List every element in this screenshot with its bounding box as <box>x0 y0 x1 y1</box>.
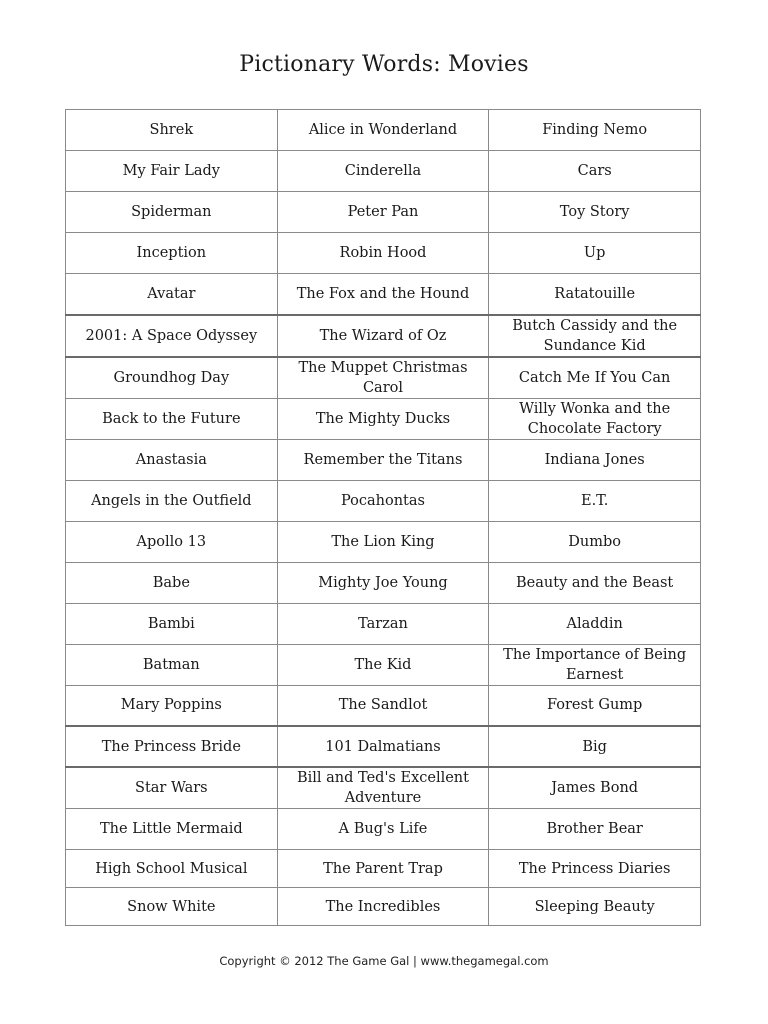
table-cell: Ratatouille <box>489 274 701 315</box>
table-row <box>66 644 701 685</box>
table-cell: Bambi <box>66 603 278 644</box>
table-row <box>66 439 701 480</box>
table-cell: The Lion King <box>277 521 489 562</box>
table-row <box>66 151 701 192</box>
table-row <box>66 850 701 888</box>
table-cell: Cinderella <box>277 151 489 192</box>
table-cell: The Fox and the Hound <box>277 274 489 315</box>
table-row <box>66 562 701 603</box>
table-cell: The Parent Trap <box>277 850 489 888</box>
table-cell: Mighty Joe Young <box>277 562 489 603</box>
table-cell: The Little Mermaid <box>66 809 278 850</box>
table-cell: Bill and Ted's Excellent Adventure <box>277 767 489 809</box>
table-cell: Alice in Wonderland <box>277 110 489 151</box>
page-title: Pictionary Words: Movies <box>239 52 529 77</box>
table-row <box>66 888 701 926</box>
table-cell: Robin Hood <box>277 233 489 274</box>
table-cell: Groundhog Day <box>66 357 278 399</box>
table-row <box>66 110 701 151</box>
table-cell: Big <box>489 726 701 767</box>
table-cell: The Sandlot <box>277 685 489 726</box>
table-cell: A Bug's Life <box>277 809 489 850</box>
table-cell: Babe <box>66 562 278 603</box>
table-row <box>66 233 701 274</box>
table-cell: Tarzan <box>277 603 489 644</box>
table-row <box>66 809 701 850</box>
table-cell: Indiana Jones <box>489 439 701 480</box>
table-row <box>66 767 701 809</box>
table-row <box>66 192 701 233</box>
table-cell: The Muppet Christmas Carol <box>277 357 489 399</box>
copyright-footer: Copyright © 2012 The Game Gal | www.thegamegal.com <box>219 954 549 968</box>
table-cell: The Mighty Ducks <box>277 398 489 439</box>
table-cell: Spiderman <box>66 192 278 233</box>
table-cell: Brother Bear <box>489 809 701 850</box>
table-cell: Mary Poppins <box>66 685 278 726</box>
table-row <box>66 685 701 726</box>
table-cell: Batman <box>66 644 278 685</box>
table-cell: Beauty and the Beast <box>489 562 701 603</box>
table-row <box>66 603 701 644</box>
table-cell: Willy Wonka and the Chocolate Factory <box>489 398 701 439</box>
table-row <box>66 480 701 521</box>
table-row <box>66 398 701 439</box>
table-cell: Finding Nemo <box>489 110 701 151</box>
table-cell: Avatar <box>66 274 278 315</box>
table-cell: Sleeping Beauty <box>489 888 701 926</box>
table-cell: Catch Me If You Can <box>489 357 701 399</box>
table-row <box>66 357 701 399</box>
table-cell: Back to the Future <box>66 398 278 439</box>
table-cell: James Bond <box>489 767 701 809</box>
movie-word-table <box>65 109 701 926</box>
table-cell: Dumbo <box>489 521 701 562</box>
table-cell: The Kid <box>277 644 489 685</box>
table-cell: The Princess Bride <box>66 726 278 767</box>
table-cell: Snow White <box>66 888 278 926</box>
table-cell: Remember the Titans <box>277 439 489 480</box>
table-cell: Aladdin <box>489 603 701 644</box>
table-row <box>66 274 701 315</box>
table-cell: Forest Gump <box>489 685 701 726</box>
table-cell: Butch Cassidy and the Sundance Kid <box>489 315 701 357</box>
table-cell: Pocahontas <box>277 480 489 521</box>
table-cell: The Princess Diaries <box>489 850 701 888</box>
table-cell: Angels in the Outfield <box>66 480 278 521</box>
table-cell: E.T. <box>489 480 701 521</box>
table-row <box>66 726 701 767</box>
table-cell: My Fair Lady <box>66 151 278 192</box>
table-cell: Cars <box>489 151 701 192</box>
table-cell: Toy Story <box>489 192 701 233</box>
table-cell: Anastasia <box>66 439 278 480</box>
table-row <box>66 521 701 562</box>
table-cell: Apollo 13 <box>66 521 278 562</box>
table-cell: The Importance of Being Earnest <box>489 644 701 685</box>
table-cell: 101 Dalmatians <box>277 726 489 767</box>
table-cell: Shrek <box>66 110 278 151</box>
table-cell: The Wizard of Oz <box>277 315 489 357</box>
table-cell: High School Musical <box>66 850 278 888</box>
table-cell: The Incredibles <box>277 888 489 926</box>
table-cell: Star Wars <box>66 767 278 809</box>
table-cell: Peter Pan <box>277 192 489 233</box>
table-cell: Inception <box>66 233 278 274</box>
table-row <box>66 315 701 357</box>
table-cell: 2001: A Space Odyssey <box>66 315 278 357</box>
table-cell: Up <box>489 233 701 274</box>
